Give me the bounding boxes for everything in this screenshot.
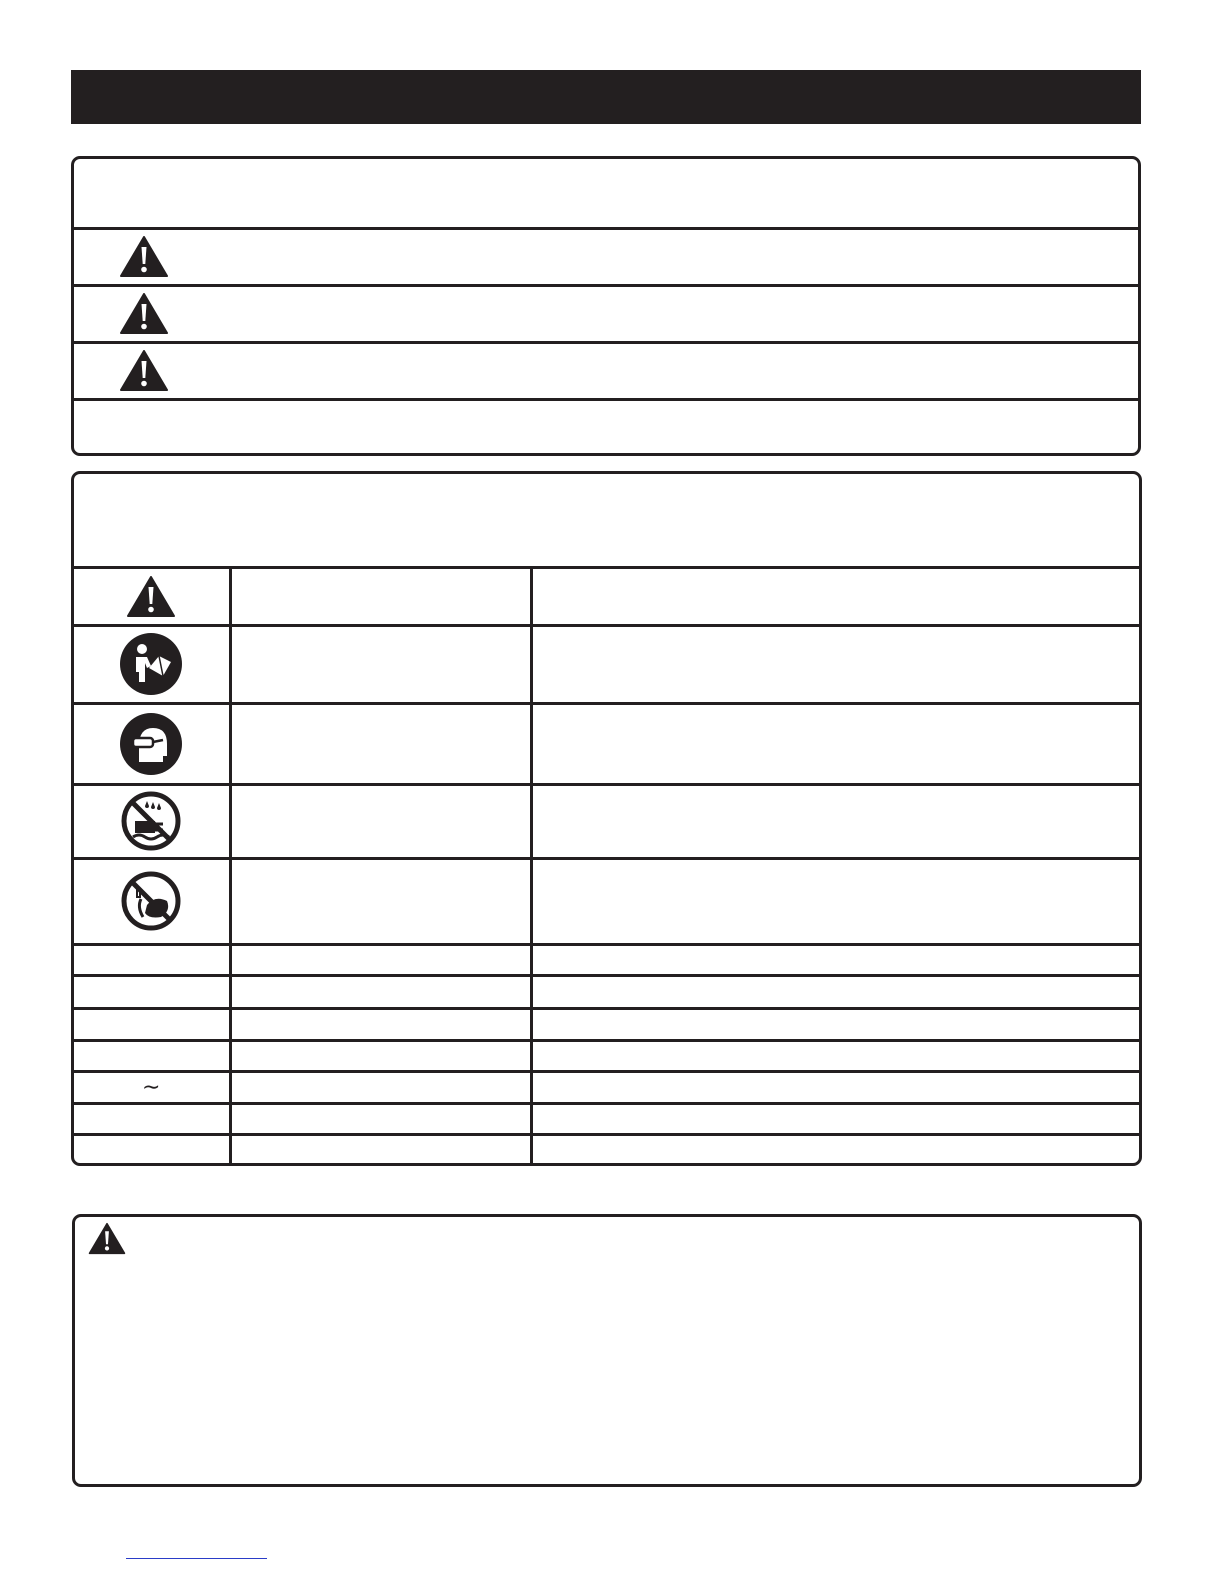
symbol-name-cell bbox=[230, 1040, 531, 1071]
symbol-name-cell bbox=[230, 703, 531, 784]
symbol-meaning-cell bbox=[531, 1134, 1139, 1166]
warning-box bbox=[72, 1214, 1142, 1487]
symbol-name-cell bbox=[230, 625, 531, 703]
symbol-row bbox=[74, 784, 1139, 858]
symbol-meaning-cell bbox=[531, 944, 1139, 975]
read-manual-icon bbox=[119, 632, 183, 696]
signal-word-row-caution bbox=[74, 344, 1138, 401]
symbol-meaning-cell bbox=[531, 703, 1139, 784]
symbol-row bbox=[74, 975, 1139, 1008]
wet-conditions-alert-icon bbox=[121, 791, 181, 851]
symbols-box bbox=[71, 471, 1142, 1166]
signal-words-box bbox=[71, 156, 1141, 456]
symbol-cell bbox=[74, 858, 230, 944]
symbol-name-cell bbox=[230, 1008, 531, 1040]
symbol-name-cell bbox=[230, 975, 531, 1008]
symbol-name-cell bbox=[230, 569, 531, 625]
symbol-row bbox=[74, 625, 1139, 703]
signal-words-title bbox=[74, 159, 1138, 230]
symbol-cell bbox=[74, 1134, 230, 1166]
symbol-cell bbox=[74, 944, 230, 975]
symbol-name-cell bbox=[230, 944, 531, 975]
footer-link[interactable] bbox=[126, 1558, 267, 1559]
symbol-cell bbox=[74, 625, 230, 703]
symbol-cell bbox=[74, 1008, 230, 1040]
symbol-cell bbox=[74, 784, 230, 858]
symbol-name-cell bbox=[230, 1071, 531, 1103]
symbol-row bbox=[74, 1008, 1139, 1040]
symbol-meaning-cell bbox=[531, 625, 1139, 703]
symbol-name-cell bbox=[230, 1134, 531, 1166]
signal-word-row-danger bbox=[74, 230, 1138, 287]
symbol-name-cell bbox=[230, 784, 531, 858]
signal-word-row-warning bbox=[74, 287, 1138, 344]
symbol-row bbox=[74, 858, 1139, 944]
symbol-name-cell bbox=[230, 1103, 531, 1134]
symbol-meaning-cell bbox=[531, 569, 1139, 625]
symbols-title bbox=[74, 474, 1139, 569]
symbol-cell bbox=[74, 1071, 230, 1103]
alternating-current-icon: ∼ bbox=[142, 1074, 161, 1099]
safety-alert-icon bbox=[119, 292, 169, 335]
symbol-meaning-cell bbox=[531, 975, 1139, 1008]
symbol-meaning-cell bbox=[531, 1040, 1139, 1071]
symbol-cell bbox=[74, 703, 230, 784]
safety-alert-icon bbox=[88, 1222, 126, 1255]
symbol-row bbox=[74, 1071, 1139, 1103]
symbol-row bbox=[74, 569, 1139, 625]
symbol-meaning-cell bbox=[531, 1008, 1139, 1040]
symbols-table bbox=[74, 569, 1139, 1166]
symbol-cell bbox=[74, 1040, 230, 1071]
symbol-meaning-cell bbox=[531, 1071, 1139, 1103]
symbol-cell bbox=[74, 1103, 230, 1134]
symbol-meaning-cell bbox=[531, 784, 1139, 858]
symbol-name-cell bbox=[230, 858, 531, 944]
symbol-cell bbox=[74, 569, 230, 625]
symbol-row bbox=[74, 1040, 1139, 1071]
safety-alert-icon bbox=[119, 235, 169, 278]
no-hand-contact-icon bbox=[121, 871, 181, 931]
eye-protection-icon bbox=[119, 712, 183, 776]
symbol-row bbox=[74, 703, 1139, 784]
safety-alert-icon bbox=[126, 575, 176, 618]
safety-alert-icon bbox=[119, 349, 169, 392]
symbol-row bbox=[74, 944, 1139, 975]
symbol-meaning-cell bbox=[531, 858, 1139, 944]
symbol-meaning-cell bbox=[531, 1103, 1139, 1134]
signal-word-row-note bbox=[74, 401, 1138, 455]
symbol-row bbox=[74, 1134, 1139, 1166]
symbol-cell bbox=[74, 975, 230, 1008]
symbol-row bbox=[74, 1103, 1139, 1134]
section-header-bar bbox=[71, 70, 1141, 124]
